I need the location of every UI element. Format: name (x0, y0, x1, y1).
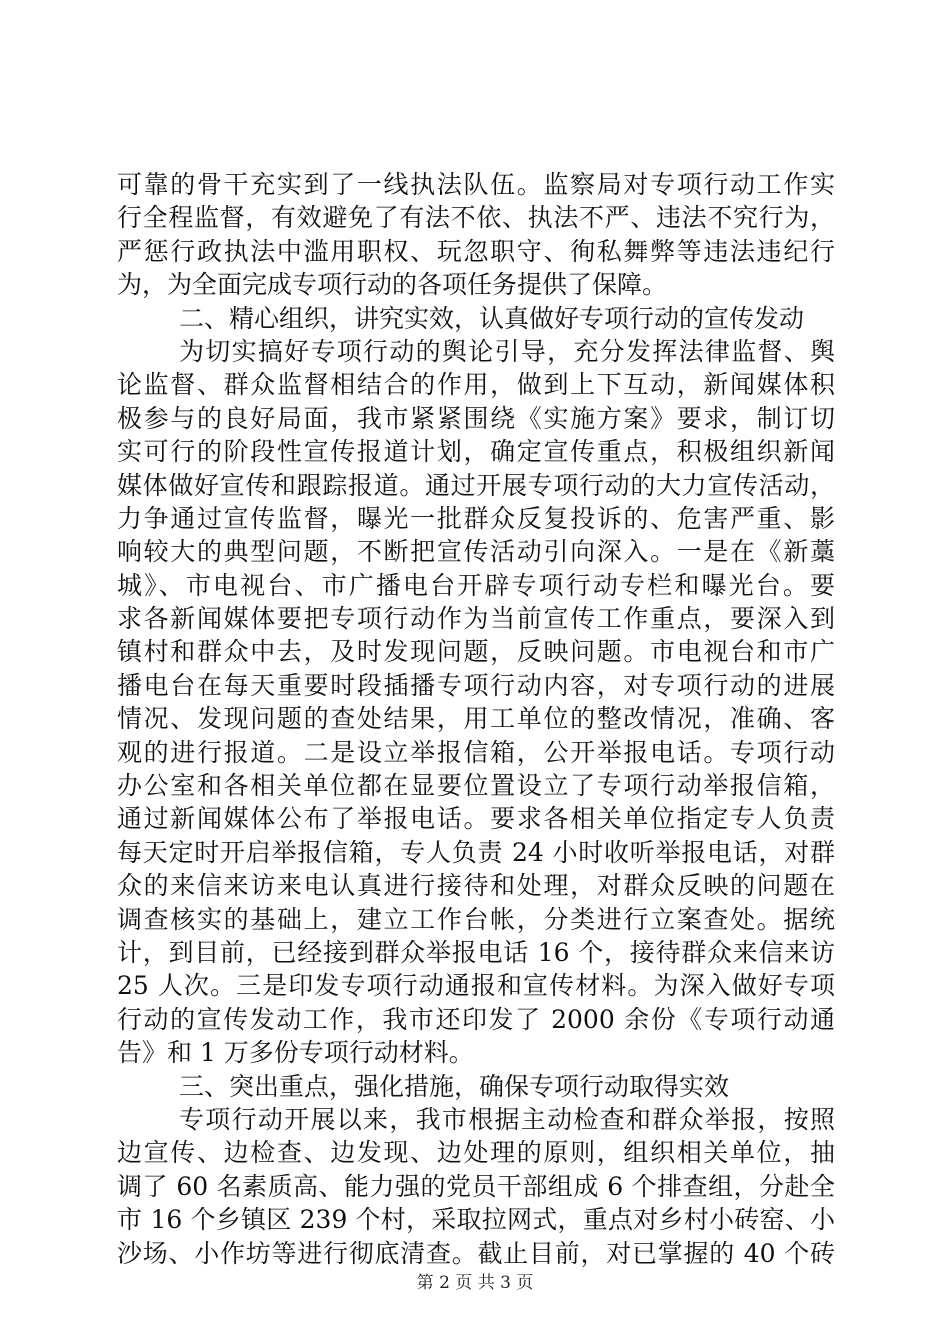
text-line: 调了 60 名素质高、能力强的党员干部组成 6 个排查组，分赴全 (117, 1171, 835, 1201)
text-line: 观的进行报道。二是设立举报信箱，公开举报电话。专项行动 (117, 737, 835, 767)
text-line: 论监督、群众监督相结合的作用，做到上下互动，新闻媒体积 (117, 370, 835, 400)
section-heading: 二、精心组织，讲究实效，认真做好专项行动的宣传发动 (179, 303, 805, 333)
text-line: 媒体做好宣传和跟踪报道。通过开展专项行动的大力宣传活动， (117, 470, 835, 500)
text-line: 实可行的阶段性宣传报道计划，确定宣传重点，积极组织新闻 (117, 437, 835, 467)
text-line: 调查核实的基础上，建立工作台帐，分类进行立案查处。据统 (117, 904, 835, 934)
text-line: 边宣传、边检查、边发现、边处理的原则，组织相关单位，抽 (117, 1138, 835, 1168)
document-body (117, 168, 835, 1270)
text-line: 可靠的骨干充实到了一线执法队伍。监察局对专项行动工作实 (117, 170, 835, 199)
page-number-footer: 第 2 页 共 3 页 (416, 1273, 534, 1293)
text-line: 严惩行政执法中滥用职权、玩忽职守、徇私舞弊等违法违纪行 (117, 236, 835, 266)
text-line: 专项行动开展以来，我市根据主动检查和群众举报，按照 (179, 1104, 835, 1134)
text-line: 响较大的典型问题，不断把宣传活动引向深入。一是在《新藁 (117, 537, 835, 567)
text-line: 极参与的良好局面，我市紧紧围绕《实施方案》要求，制订切 (117, 403, 835, 433)
text-line: 办公室和各相关单位都在显要位置设立了专项行动举报信箱， (117, 771, 835, 801)
text-line: 镇村和群众中去，及时发现问题，反映问题。市电视台和市广 (117, 637, 835, 667)
section-heading: 三、突出重点，强化措施，确保专项行动取得实效 (179, 1071, 730, 1101)
text-line: 城》、市电视台、市广播电台开辟专项行动专栏和曝光台。要 (117, 570, 835, 600)
text-line: 情况、发现问题的查处结果，用工单位的整改情况，准确、客 (117, 704, 835, 734)
text-line: 计，到目前，已经接到群众举报电话 16 个，接待群众来信来访 (117, 937, 835, 967)
text-line: 市 16 个乡镇区 239 个村，采取拉网式，重点对乡村小砖窑、小 (117, 1205, 835, 1235)
text-line: 众的来信来访来电认真进行接待和处理，对群众反映的问题在 (117, 871, 835, 901)
text-line: 播电台在每天重要时段插播专项行动内容，对专项行动的进展 (117, 670, 835, 700)
text-line: 求各新闻媒体要把专项行动作为当前宣传工作重点，要深入到 (117, 604, 835, 634)
text-line: 通过新闻媒体公布了举报电话。要求各相关单位指定专人负责 (117, 804, 835, 834)
text-line: 沙场、小作坊等进行彻底清查。截止目前，对已掌握的 40 个砖 (117, 1238, 835, 1268)
text-line: 告》和 1 万多份专项行动材料。 (117, 1038, 474, 1068)
text-line: 行动的宣传发动工作，我市还印发了 2000 余份《专项行动通 (117, 1004, 835, 1034)
text-line: 为切实搞好专项行动的舆论引导，充分发挥法律监督、舆 (179, 336, 835, 366)
text-line: 25 人次。三是印发专项行动通报和宣传材料。为深入做好专项 (117, 971, 835, 1001)
text-line: 力争通过宣传监督，曝光一批群众反复投诉的、危害严重、影 (117, 503, 835, 533)
text-line: 行全程监督，有效避免了有法不依、执法不严、违法不究行为， (117, 203, 835, 233)
text-line: 为，为全面完成专项行动的各项任务提供了保障。 (117, 270, 668, 300)
text-line: 每天定时开启举报信箱，专人负责 24 小时收听举报电话，对群 (117, 837, 835, 867)
